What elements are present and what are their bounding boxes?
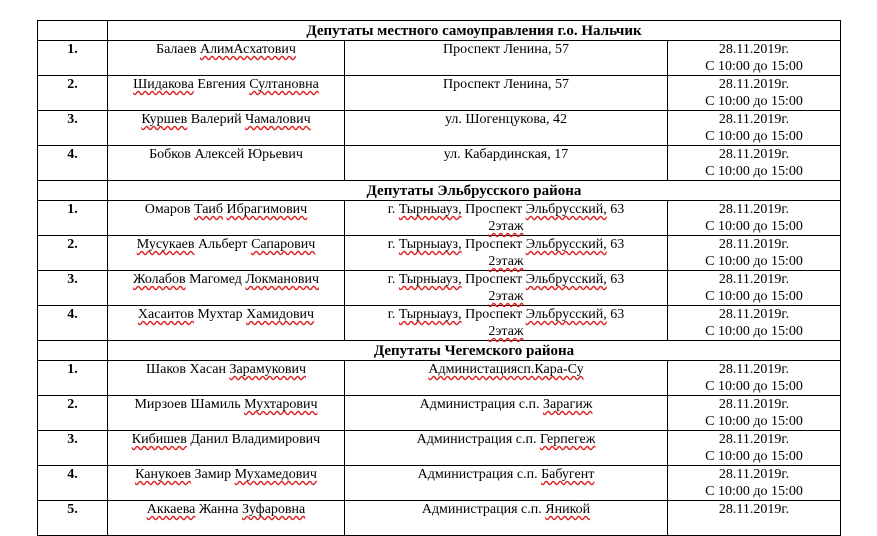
table-row — [38, 76, 841, 111]
reception-date: 28.11.2019г. — [718, 77, 790, 92]
reception-date: 28.11.2019г. — [718, 397, 790, 412]
row-number: 4. — [38, 146, 108, 181]
reception-date: 28.11.2019г. — [718, 147, 790, 162]
address-line: ул. Шогенцукова, 42 — [445, 112, 567, 127]
row-number: 4. — [38, 466, 108, 501]
deputy-name: Мусукаев Альберт Сапарович — [108, 236, 345, 271]
section-header-spacer — [38, 181, 108, 201]
row-number: 4. — [38, 306, 108, 341]
row-number: 3. — [38, 431, 108, 466]
reception-datetime — [668, 271, 841, 306]
reception-address — [345, 431, 668, 466]
deputy-name: Бобков Алексей Юрьевич — [108, 146, 345, 181]
reception-time: С 10:00 до 15:00 — [705, 289, 803, 304]
reception-address — [345, 41, 668, 76]
table-row — [38, 146, 841, 181]
deputy-name: Мирзоев Шамиль Мухтарович — [108, 396, 345, 431]
address-line: 2этаж — [488, 289, 524, 304]
address-line: 2этаж — [488, 324, 524, 339]
row-number: 2. — [38, 236, 108, 271]
reception-address — [345, 236, 668, 271]
address-line: ул. Кабардинская, 17 — [443, 147, 569, 162]
table-row — [38, 466, 841, 501]
row-number: 2. — [38, 396, 108, 431]
deputy-name: Куршев Валерий Чамалович — [108, 111, 345, 146]
row-number: 1. — [38, 41, 108, 76]
reception-date: 28.11.2019г. — [718, 112, 790, 127]
deputy-name: Балаев АлимАсхатович — [108, 41, 345, 76]
reception-address — [345, 501, 668, 536]
reception-time: С 10:00 до 15:00 — [705, 449, 803, 464]
schedule-body — [38, 21, 841, 536]
table-row — [38, 41, 841, 76]
address-line: Проспект Ленина, 57 — [443, 77, 569, 92]
address-line: г. Тырныауз, Проспект Эльбрусский, 63 — [387, 202, 625, 217]
reception-datetime — [668, 431, 841, 466]
address-line: г. Тырныауз, Проспект Эльбрусский, 63 — [387, 307, 625, 322]
section-header-spacer — [38, 341, 108, 361]
reception-date: 28.11.2019г. — [718, 502, 790, 517]
table-row — [38, 361, 841, 396]
reception-address — [345, 306, 668, 341]
reception-date: 28.11.2019г. — [718, 42, 790, 57]
reception-address — [345, 396, 668, 431]
section-header-row — [38, 21, 841, 41]
reception-address — [345, 361, 668, 396]
deputy-name: Шидакова Евгения Султановна — [108, 76, 345, 111]
reception-address — [345, 111, 668, 146]
section-title: Депутаты Эльбрусского района — [108, 181, 841, 201]
reception-datetime — [668, 306, 841, 341]
reception-datetime — [668, 466, 841, 501]
section-title: Депутаты Чегемского района — [108, 341, 841, 361]
address-line: 2этаж — [488, 254, 524, 269]
reception-time: С 10:00 до 15:00 — [705, 219, 803, 234]
reception-datetime — [668, 236, 841, 271]
reception-datetime — [668, 41, 841, 76]
section-header-row — [38, 341, 841, 361]
reception-time: С 10:00 до 15:00 — [705, 164, 803, 179]
reception-time: С 10:00 до 15:00 — [705, 59, 803, 74]
row-number: 1. — [38, 361, 108, 396]
address-line: Администрация с.п. Яникой — [421, 502, 591, 517]
reception-date: 28.11.2019г. — [718, 432, 790, 447]
reception-time: С 10:00 до 15:00 — [705, 379, 803, 394]
reception-address — [345, 76, 668, 111]
table-row — [38, 396, 841, 431]
reception-time: С 10:00 до 15:00 — [705, 484, 803, 499]
address-line: г. Тырныауз, Проспект Эльбрусский, 63 — [387, 237, 625, 252]
table-row — [38, 501, 841, 536]
reception-datetime — [668, 501, 841, 536]
reception-datetime — [668, 201, 841, 236]
reception-datetime — [668, 396, 841, 431]
reception-address — [345, 201, 668, 236]
reception-time: С 10:00 до 15:00 — [705, 129, 803, 144]
reception-date: 28.11.2019г. — [718, 202, 790, 217]
table-row — [38, 201, 841, 236]
address-line: Администрация с.п. Бабугент — [417, 467, 595, 482]
reception-date: 28.11.2019г. — [718, 362, 790, 377]
table-row — [38, 236, 841, 271]
address-line: Администациясп.Кара-Су — [428, 362, 584, 377]
address-line: Администрация с.п. Герпегеж — [416, 432, 596, 447]
deputies-schedule-table — [37, 20, 841, 536]
deputy-name: Аккаева Жанна Зуфаровна — [108, 501, 345, 536]
address-line: Администрация с.п. Зарагиж — [419, 397, 593, 412]
reception-date: 28.11.2019г. — [718, 237, 790, 252]
reception-datetime — [668, 111, 841, 146]
reception-date: 28.11.2019г. — [718, 272, 790, 287]
deputy-name: Жолабов Магомед Локманович — [108, 271, 345, 306]
address-line: 2этаж — [488, 219, 524, 234]
row-number: 2. — [38, 76, 108, 111]
deputy-name: Омаров Таиб Ибрагимович — [108, 201, 345, 236]
reception-datetime — [668, 76, 841, 111]
row-number: 1. — [38, 201, 108, 236]
deputy-name: Кибишев Данил Владимирович — [108, 431, 345, 466]
reception-time: С 10:00 до 15:00 — [705, 324, 803, 339]
address-line: Проспект Ленина, 57 — [443, 42, 569, 57]
section-header-row — [38, 181, 841, 201]
row-number: 5. — [38, 501, 108, 536]
deputy-name: Канукоев Замир Мухамедович — [108, 466, 345, 501]
section-title: Депутаты местного самоуправления г.о. Нальчик — [108, 21, 841, 41]
reception-address — [345, 271, 668, 306]
table-row — [38, 111, 841, 146]
table-row — [38, 271, 841, 306]
table-row — [38, 306, 841, 341]
reception-time: С 10:00 до 15:00 — [705, 414, 803, 429]
reception-address — [345, 146, 668, 181]
reception-time: С 10:00 до 15:00 — [705, 254, 803, 269]
deputy-name: Шаков Хасан Зарамукович — [108, 361, 345, 396]
section-header-spacer — [38, 21, 108, 41]
row-number: 3. — [38, 271, 108, 306]
row-number: 3. — [38, 111, 108, 146]
reception-time: С 10:00 до 15:00 — [705, 94, 803, 109]
reception-datetime — [668, 146, 841, 181]
reception-datetime — [668, 361, 841, 396]
reception-address — [345, 466, 668, 501]
deputy-name: Хасаитов Мухтар Хамидович — [108, 306, 345, 341]
address-line: г. Тырныауз, Проспект Эльбрусский, 63 — [387, 272, 625, 287]
reception-date: 28.11.2019г. — [718, 307, 790, 322]
reception-date: 28.11.2019г. — [718, 467, 790, 482]
table-row — [38, 431, 841, 466]
